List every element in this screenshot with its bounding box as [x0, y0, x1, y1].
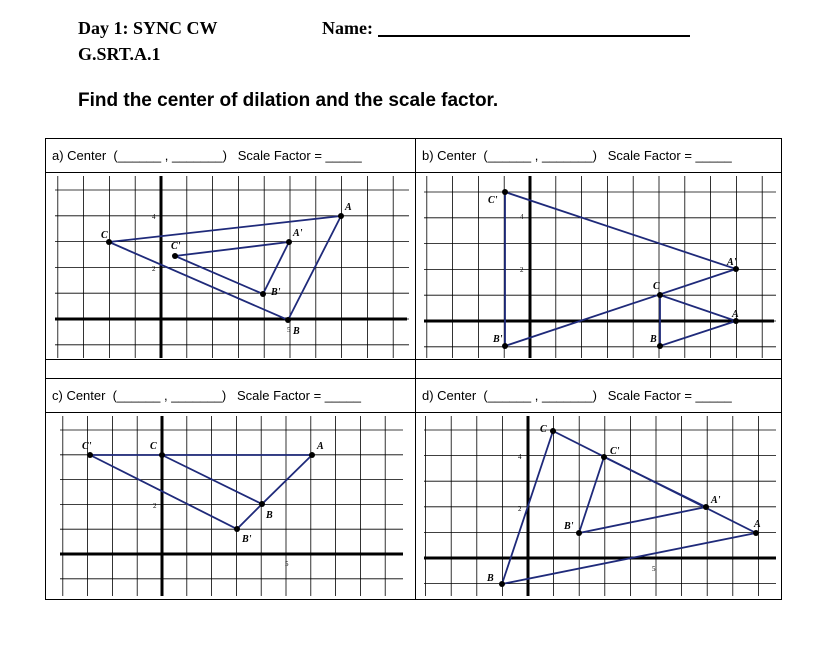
panel-a-label-A: A: [345, 202, 352, 213]
panel-b-point-B: [657, 343, 663, 349]
panel-a-point-A-prime: [286, 239, 292, 245]
panel-a-point-B: [285, 317, 291, 323]
panel-b-tick-y4: 4: [520, 213, 524, 221]
panel-d-triangle-abc: [502, 431, 756, 584]
panel-c-label-C-prime: C': [82, 441, 92, 452]
panel-a-label-B-prime: B': [271, 287, 281, 298]
panel-c-point-C-prime: [87, 452, 93, 458]
panel-a-tick-y4: 4: [152, 213, 156, 221]
panel-d-label-B-prime: B': [564, 521, 574, 532]
panel-c-label-A: A: [317, 441, 324, 452]
panel-c-point-B-prime: [234, 526, 240, 532]
panel-d-label-C: C: [540, 424, 547, 435]
panel-a-point-B-prime: [260, 291, 266, 297]
panel-c-point-B: [259, 501, 265, 507]
table-divider-mid2: [45, 378, 782, 379]
panel-c-point-C: [159, 452, 165, 458]
panel-b-label-C: C: [653, 281, 660, 292]
panel-a-graph: [55, 176, 409, 358]
panel-d-point-C-prime: [601, 454, 607, 460]
instructions: Find the center of dilation and the scale factor.: [78, 90, 499, 111]
panel-d-label-A-prime: A': [711, 495, 721, 506]
panel-c-label-C: C: [150, 441, 157, 452]
panel-b-graph: [424, 176, 776, 358]
panel-a-label[interactable]: a) Center (______ , _______) Scale Factor = _____: [52, 148, 362, 163]
panel-d-triangle-abc-prime: [579, 457, 706, 533]
panel-c-graph: [60, 416, 403, 596]
panel-c-tick-x5: 5: [285, 560, 289, 568]
panel-c-tick-y2: 2: [153, 502, 157, 510]
panel-b-point-C-prime: [502, 189, 508, 195]
panel-b-label[interactable]: b) Center (______ , _______) Scale Factor = _____: [422, 148, 732, 163]
panel-d-grid: [424, 416, 776, 596]
panel-d-label[interactable]: d) Center (______ , _______) Scale Factor = _____: [422, 388, 732, 403]
panel-a-label-B: B: [293, 326, 300, 337]
panel-d-label-B: B: [487, 573, 494, 584]
panel-d-label-A: A: [754, 519, 761, 530]
panel-a-triangle-abc: [109, 216, 341, 320]
table-divider-top: [45, 172, 782, 173]
panel-b-point-B-prime: [502, 343, 508, 349]
panel-b-label-B-prime: B': [493, 334, 503, 345]
panel-d-point-A: [753, 530, 759, 536]
panel-a-tick-y2: 2: [152, 265, 156, 273]
panel-a-label-C: C: [101, 230, 108, 241]
panel-c-label-B-prime: B': [242, 534, 252, 545]
panel-c-label[interactable]: c) Center (______ , _______) Scale Factor = _____: [52, 388, 361, 403]
panel-c-grid: [60, 416, 403, 596]
panel-d-point-B-prime: [576, 530, 582, 536]
panel-d-point-B: [499, 581, 505, 587]
panel-d-graph: [424, 416, 776, 596]
panel-a-label-C-prime: C': [171, 241, 181, 252]
name-answer-line[interactable]: [378, 35, 690, 37]
panel-a-point-A: [338, 213, 344, 219]
panel-b-tick-y2: 2: [520, 266, 524, 274]
panel-c-point-A: [309, 452, 315, 458]
standard-code: G.SRT.A.1: [78, 44, 161, 64]
panel-b-grid: [424, 176, 776, 358]
panel-d-tick-y4: 4: [518, 453, 522, 461]
panel-d-tick-x5: 5: [652, 565, 656, 573]
name-label: Name:: [322, 18, 373, 38]
table-divider-mid3: [45, 412, 782, 413]
panel-a-grid: [55, 176, 409, 358]
panel-a-label-A-prime: A': [293, 228, 303, 239]
panel-b-label-A: A: [732, 309, 739, 320]
panel-b-label-B: B: [650, 334, 657, 345]
panel-a-tick-x5: 5: [287, 326, 291, 334]
panel-d-label-C-prime: C': [610, 446, 620, 457]
panel-b-point-C: [657, 292, 663, 298]
panel-d-point-A-prime: [703, 504, 709, 510]
panel-a-point-C-prime: [172, 253, 178, 259]
table-divider-mid1: [45, 359, 782, 360]
panel-d-tick-y2: 2: [518, 505, 522, 513]
panel-d-point-C: [550, 428, 556, 434]
table-divider-vertical: [415, 138, 416, 600]
panel-b-label-C-prime: C': [488, 195, 498, 206]
panel-b-label-A-prime: A': [727, 257, 737, 268]
panel-c-label-B: B: [266, 510, 273, 521]
day-title: Day 1: SYNC CW: [78, 18, 218, 38]
